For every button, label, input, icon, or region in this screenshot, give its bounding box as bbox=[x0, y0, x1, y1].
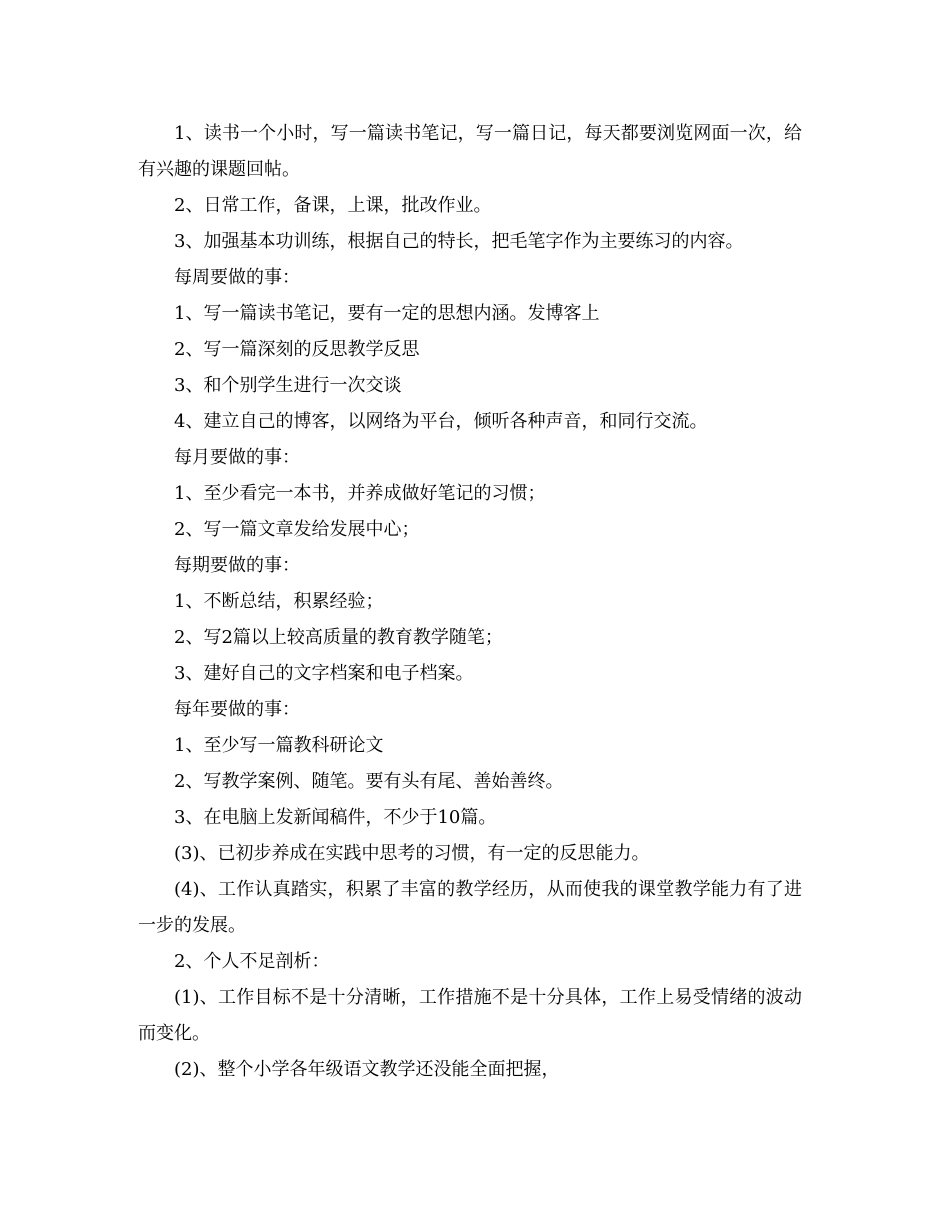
paragraph-term-2: 2、写2篇以上较高质量的教育教学随笔； bbox=[174, 627, 503, 648]
paragraph-term-1: 1、不断总结，积累经验； bbox=[174, 591, 384, 612]
heading-shortcomings: 2、个人不足剖析： bbox=[174, 951, 330, 972]
paragraph-strength-3: (3)、已初步养成在实践中思考的习惯，有一定的反思能力。 bbox=[174, 843, 650, 864]
paragraph-monthly-2: 2、写一篇文章发给发展中心； bbox=[174, 519, 420, 540]
paragraph-yearly-2: 2、写教学案例、随笔。要有头有尾、善始善终。 bbox=[174, 771, 564, 792]
paragraph-daily-2: 2、日常工作，备课，上课，批改作业。 bbox=[174, 195, 492, 216]
paragraph-shortcoming-1: (1)、工作目标不是十分清晰，工作措施不是十分具体，工作上易受情绪的波动而变化。 bbox=[138, 987, 802, 1044]
paragraph-term-3: 3、建好自己的文字档案和电子档案。 bbox=[174, 663, 474, 684]
paragraph-strength-4: (4)、工作认真踏实，积累了丰富的教学经历，从而使我的课堂教学能力有了进一步的发展。 bbox=[138, 879, 802, 936]
heading-monthly: 每月要做的事： bbox=[174, 447, 300, 468]
paragraph-weekly-1: 1、写一篇读书笔记，要有一定的思想内涵。发博客上 bbox=[174, 303, 600, 324]
paragraph-weekly-3: 3、和个别学生进行一次交谈 bbox=[174, 375, 402, 396]
paragraph-monthly-1: 1、至少看完一本书，并养成做好笔记的习惯； bbox=[174, 483, 546, 504]
paragraph-daily-3: 3、加强基本功训练，根据自己的特长，把毛笔字作为主要练习的内容。 bbox=[174, 231, 744, 252]
paragraph-weekly-4: 4、建立自己的博客，以网络为平台，倾听各种声音，和同行交流。 bbox=[174, 411, 708, 432]
heading-weekly: 每周要做的事： bbox=[174, 267, 300, 288]
paragraph-yearly-1: 1、至少写一篇教科研论文 bbox=[174, 735, 384, 756]
heading-yearly: 每年要做的事： bbox=[174, 699, 300, 720]
paragraph-weekly-2: 2、写一篇深刻的反思教学反思 bbox=[174, 339, 420, 360]
heading-term: 每期要做的事： bbox=[174, 555, 300, 576]
paragraph-yearly-3: 3、在电脑上发新闻稿件，不少于10篇。 bbox=[174, 807, 497, 828]
paragraph-daily-1: 1、读书一个小时，写一篇读书笔记，写一篇日记，每天都要浏览网面一次，给有兴趣的课题回帖。 bbox=[138, 123, 802, 180]
document-body bbox=[138, 116, 802, 1088]
paragraph-shortcoming-2: (2)、整个小学各年级语文教学还没能全面把握， bbox=[174, 1059, 560, 1080]
